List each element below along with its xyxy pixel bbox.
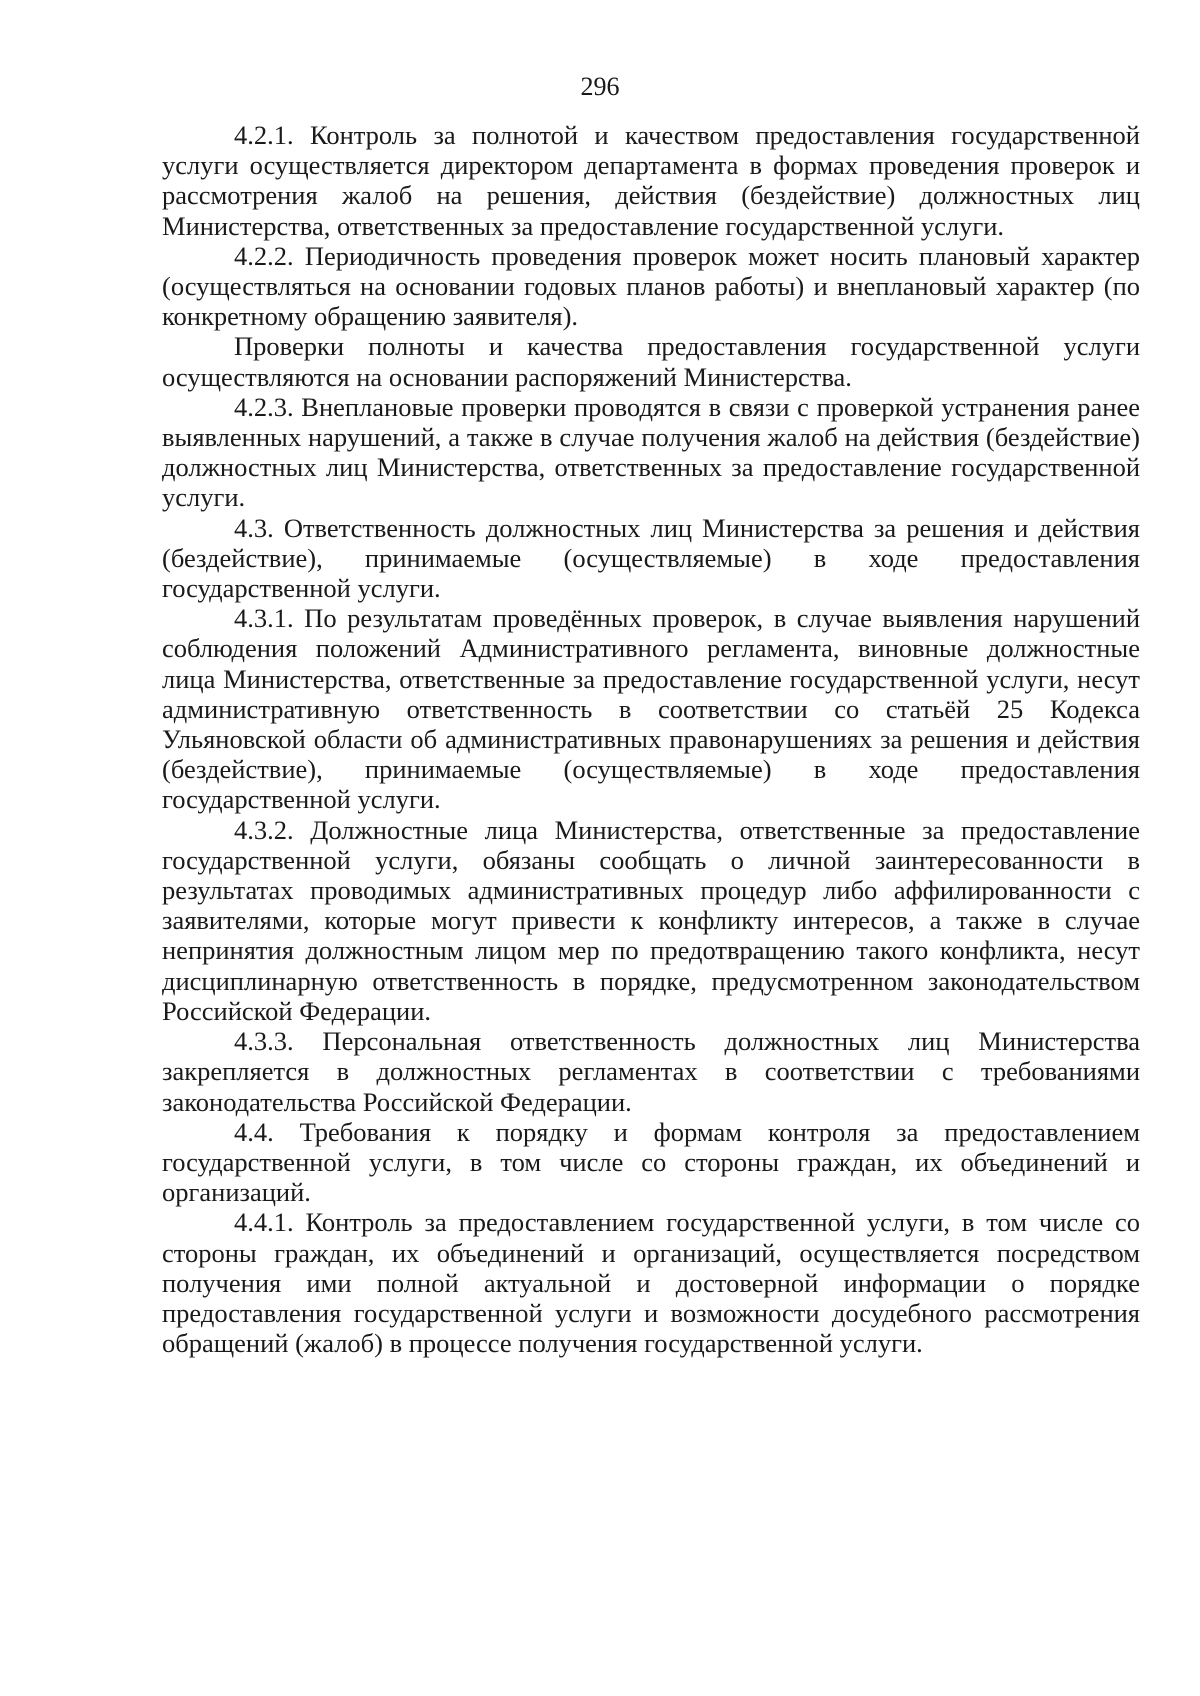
paragraph-4-2-3: 4.2.3. Внеплановые проверки проводятся в связи с проверкой устранения ранее выявленных нарушений, а также в случае получения жалоб на действия (бездействие) должностных лиц Министерства, ответственных за предоставление государственной услуги. (162, 391, 1140, 513)
page-number: 296 (580, 72, 620, 101)
document-body (162, 120, 1140, 1358)
paragraph-4-2-1: 4.2.1. Контроль за полнотой и качеством предоставления государственной услуги осуществляется директором департамента в формах проведения проверок и рассмотрения жалоб на решения, действия (бездействие) должностных лиц Министерства, ответственных за предоставление государственной услуги. (162, 120, 1140, 241)
paragraph-4-3-3: 4.3.3. Персональная ответственность должностных лиц Министерства закрепляется в должностных регламентах в соответствии с требованиями законодательства Российской Федерации. (162, 1026, 1140, 1117)
paragraph-4-3: 4.3. Ответственность должностных лиц Министерства за решения и действия (бездействие), принимаемые (осуществляемые) в ходе предоставления государственной услуги. (162, 512, 1140, 604)
paragraph-4-2-2: 4.2.2. Периодичность проведения проверок может носить плановый характер (осуществляться на основании годовых планов работы) и внеплановый характер (по конкретному обращению заявителя). (162, 240, 1140, 332)
paragraph-4-3-2: 4.3.2. Должностные лица Министерства, ответственные за предоставление государственной услуги, обязаны сообщать о личной заинтересованности в результатах проводимых административных процедур либо аффилированности с заявителями, которые могут привести к конфликту интересов, а также в случае непринятия должностным лицом мер по предотвращению такого конфликта, несут дисциплинарную ответственность в порядке, предусмотренном законодательством Российской Федерации. (162, 814, 1140, 1026)
paragraph-4-4-1: 4.4.1. Контроль за предоставлением государственной услуги, в том числе со стороны граждан, их объединений и организаций, осуществляется посредством получения ими полной актуальной и достоверной информации о порядке предоставления государственной услуги и возможности досудебного рассмотрения обращений (жалоб) в процессе получения государственной услуги. (162, 1207, 1140, 1359)
paragraph-4-4: 4.4. Требования к порядку и формам контроля за предоставлением государственной услуги, в том числе со стороны граждан, их объединений и организаций. (162, 1116, 1140, 1208)
paragraph-4-3-1: 4.3.1. По результатам проведённых проверок, в случае выявления нарушений соблюдения положений Административного регламента, виновные должностные лица Министерства, ответственные за предоставление государственной услуги, несут административную ответственность в соответствии со статьёй 25 Кодекса Ульяновской области об административных правонарушениях за решения и действия (бездействие), принимаемые (осуществляемые) в ходе предоставления государственной услуги. (162, 603, 1140, 815)
paragraph-inspections-basis: Проверки полноты и качества предоставления государственной услуги осуществляются на основании распоряжений Министерства. (162, 331, 1140, 392)
